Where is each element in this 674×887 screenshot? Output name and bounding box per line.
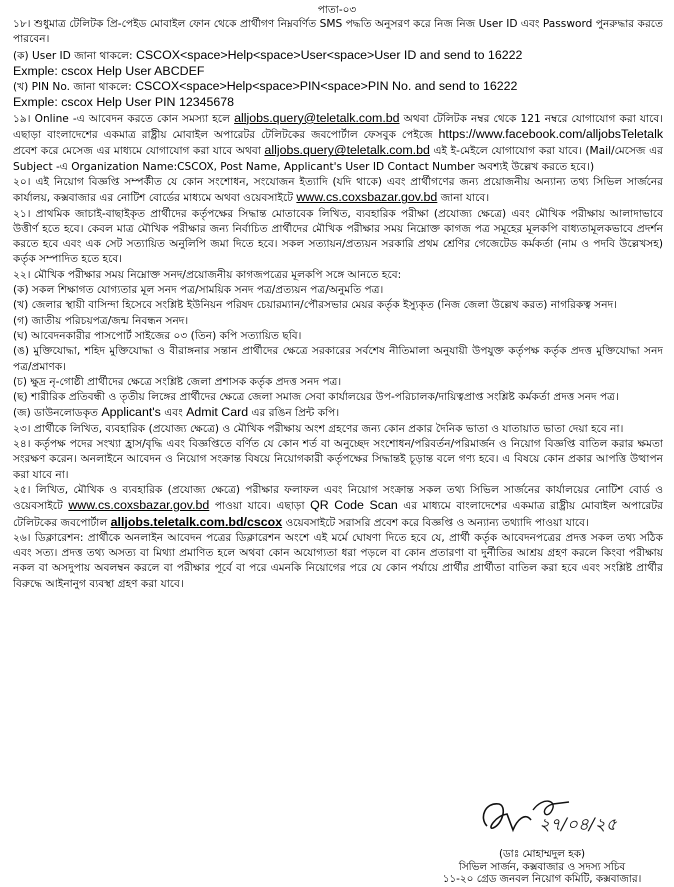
para-25-text-d: ওয়েবসাইটে সরাসরি প্রবেশ করে বিজ্ঞপ্তি ও অন্যান্য তথ্যাদি পাওয়া যাবে।	[285, 516, 589, 529]
para-22-item: (ক) সকল শিক্ষাগত যোগ্যতার মূল সনদ পত্র/সাময়িক সনদ পত্র/প্রত্যয়ন পত্র/অনুমতি পত্র।	[13, 284, 384, 297]
query-email-link-2[interactable]: alljobs.query@teletalk.com.bd	[264, 143, 430, 158]
para-18-userid-label: (ক) User ID জানা থাকলে:	[13, 49, 133, 62]
para-25-text-b: পাওয়া যাবে। এছাড়া	[214, 500, 305, 513]
item-ja-text-c: এবং	[164, 407, 183, 420]
cs-website-link-2[interactable]: www.cs.coxsbazar.gov.bd	[68, 498, 210, 513]
signatory-name: (ডাঃ মোহাম্মদুল হক)	[498, 848, 586, 860]
signatory-designation: সিভিল সার্জন, কক্সবাজার ও সদস্য সচিব	[458, 860, 626, 873]
para-22-item: (ঘ) আবেদনকারীর পাসপোর্ট সাইজের ০৩ (তিন) কপি সত্যায়িত ছবি।	[13, 329, 302, 342]
cs-website-link[interactable]: www.cs.coxsbazar.gov.bd	[296, 190, 438, 205]
para-18-userid-line	[13, 48, 663, 64]
para-18-intro: ১৮। শুধুমাত্র টেলিটক প্রি-পেইড মোবাইল ফোন থেকে প্রার্থীগণ নিম্নবর্ণিত SMS পদ্ধতি অনুসরণ করে নিজ নিজ User ID এবং Password পুনরুদ্ধার করতে পারবেন।	[13, 18, 663, 46]
handwritten-signature	[473, 790, 663, 844]
para-19	[13, 111, 663, 175]
sms-command-userid: CSCOX<space>Help<space>User<space>User ID and send to 16222	[135, 47, 523, 62]
para-22-intro: ২২। মৌখিক পরীক্ষার সময় নিম্নোক্ত সনদ/প্রয়োজনীয় কাগজপত্রের মূলকপি সঙ্গে আনতে হবে:	[13, 268, 402, 281]
item-ja-text-a: (জ) ডাউনলোডকৃত	[13, 407, 98, 420]
signatory-committee: ১১-২০ গ্রেড জনবল নিয়োগ কমিটি, কক্সবাজার।	[442, 873, 642, 886]
para-22-item: (গ) জাতীয় পরিচয়পত্র/জন্ম নিবন্ধন সনদ।	[13, 314, 189, 327]
signature-block	[422, 848, 662, 886]
page-number: পাতা-০৩	[317, 4, 357, 16]
sms-example-userid: Exmple: cscox Help User ABCDEF	[13, 63, 205, 78]
query-email-link[interactable]: alljobs.query@teletalk.com.bd	[234, 110, 400, 125]
para-24: ২৪। কর্তৃপক্ষ পদের সংখ্যা হ্রাস/বৃদ্ধি এবং বিজ্ঞপ্তিতে বর্ণিত যে কোন শর্ত বা অনুচ্ছেদ সংশোধন/পরিবর্তন/পরিমার্জন ও নিয়োগ বিজ্ঞপ্তি বাতিল করার ক্ষমতা সংরক্ষণ করেন। অনলাইনে আবেদন ও নিয়োগ সংক্রান্ত বিষয়ে নিয়োগকারী কর্তৃপক্ষের সিদ্ধান্তই চূড়ান্ত বলে গণ্য হবে। এ বিষয়ে কোন প্রকার আপত্তি উত্থাপন করা যাবে না।	[13, 438, 663, 481]
para-20-text-a: ২০। এই নিয়োগ বিজ্ঞপ্তি সম্পর্কীত যে কোন সংশোধন, সংযোজন ইত্যাদি (যদি থাকে) এবং প্রার্থীগণের জন্য প্রয়োজনীয় অন্যান্য তথ্য সিভিল সার্জনের কার্যালয়, কক্সবাজার এর নোটিশ বোর্ডের মাধ্যমে অথবা ওয়েবসাইটে	[13, 175, 663, 205]
item-ja-admit-card: Admit Card	[186, 405, 249, 420]
para-18-pin-line	[13, 79, 663, 95]
para-22-item: (ছ) শারীরিক প্রতিবন্ধী ও তৃতীয় লিঙ্গের প্রার্থীদের ক্ষেত্রে জেলা সমাজ সেবা কার্যালয়ের উপ-পরিচালক/দায়িত্বপ্রাপ্ত সংশ্লিষ্ট কর্মকর্তা প্রদত্ত সনদ পত্র।	[13, 391, 619, 404]
sms-example-pin: Exmple: cscox Help User PIN 12345678	[13, 95, 235, 110]
signature-date: ২৭/০৪/২৫	[539, 815, 617, 835]
para-19-text-b: অথবা টেলিটক নম্বর থেকে 121 নম্বরে যোগাযোগ করা যাবে। এছাড়া বাংলাদেশের একমাত্র রাষ্ট্রীয় মোবাইল অপারেটর টেলিটকের জবপোর্টাল ফেসবুক পেইজে	[13, 112, 664, 142]
para-25-text-c: এর মাধ্যমে বাংলাদেশের একমাত্র রাষ্ট্রীয় মোবাইল অপারেটর টেলিটকের জবপোর্টাল	[13, 500, 663, 529]
para-22-item: (ঙ) মুক্তিযোদ্ধা, শহিদ মুক্তিযোদ্ধা ও বীরাঙ্গনার সন্তান প্রার্থীদের ক্ষেত্রে সরকারের সর্বশেষ নীতিমালা অনুযায়ী উপযুক্ত কর্তৃপক্ষ কর্তৃক প্রদত্ত মুক্তিযোদ্ধা সনদ পত্র/প্রমাণক।	[13, 345, 663, 373]
item-ja-applicant: Applicant's	[101, 405, 161, 420]
para-21: ২১। প্রাথমিক জাচাই-বাছাইকৃত প্রার্থীদের কর্তৃপক্ষের সিদ্ধান্ত মোতাবেক লিখিত, ব্যবহারিক পরীক্ষা (প্রযোজ্য ক্ষেত্রে) এবং মৌখিক পরীক্ষায় আলাদাভাবে উত্তীর্ণ হতে হবে। কেবল মাত্র মৌখিক পরীক্ষার জন্য নির্বাচিত প্রার্থীদের মৌখিক পরীক্ষার সময় নিম্নোক্ত কাগজ পত্র সমূহের মূলকপি বাধ্যতামূলকভাবে প্রদর্শন করতে হবে এবং এক সেট সত্যায়িত অনুলিপি জমা দিতে হবে। সকল সত্যায়ন/প্রত্যয়ন সরকারি প্রথম শ্রেণির গেজেটেড কর্মকর্তা (নাম ও পদবি উল্লেখসহ) কর্তৃক সম্পাদিত হতে হবে।	[13, 207, 663, 266]
para-25-text-a: ২৫। লিখিত, মৌখিক ও ব্যবহারিক (প্রযোজ্য ক্ষেত্রে) পরীক্ষার ফলাফল এবং নিয়োগ সংক্রান্ত সকল তথ্য সিভিল সার্জনের কার্যালয়ের নোটিশ বোর্ড ও ওয়েবসাইটে	[13, 483, 663, 513]
para-26: ২৬। ডিক্লারেশন: প্রার্থীকে অনলাইন আবেদন পত্রের ডিক্লারেশন অংশে এই মর্মে ঘোষণা দিতে হবে যে, প্রার্থী কর্তৃক আবেদনপত্রের প্রদত্ত সকল তথ্য সঠিক এবং সত্য। প্রদত্ত তথ্য অসত্য বা মিথ্যা প্রমাণিত হলে অথবা কোন অযোগ্যতা ধরা পড়লে বা কোন প্রতারণা বা দুর্নীতির আশ্রয় গ্রহণ করলে কিংবা পরীক্ষায় নকল বা অসদুপায় অবলম্বন করলে বা পরীক্ষার পূর্বে বা পরে এমনকি নিয়োগের পরে যে কোন পর্যায়ে প্রার্থীর প্রার্থীতা বাতিল করা হবে এবং সংশ্লিষ্ট প্রার্থীর বিরুদ্ধে আইনানুগ ব্যবস্থা গ্রহণ করা যাবে।	[13, 531, 664, 590]
para-20-text-b: জানা যাবে।	[440, 192, 490, 205]
para-19-text-d: এই ই-মেইলে যোগাযোগ করা যাবে। (Mail/মেসেজ এর Subject -এ Organization Name:CSCOX, Post Name, Applicant's User ID Contact Number অবশ্যই উল্লেখ করতে হবে।)	[13, 145, 663, 173]
document-body	[13, 17, 663, 592]
para-25	[13, 483, 663, 531]
teletalk-portal-link[interactable]: alljobs.teletalk.com.bd/cscox	[110, 514, 283, 529]
facebook-link[interactable]: https://www.facebook.com/alljobsTeletalk	[438, 127, 664, 142]
para-22-item: (খ) জেলার স্থায়ী বাসিন্দা হিসেবে সংশ্লিষ্ট ইউনিয়ন পরিষদ চেয়ারম্যান/পৌরসভার মেয়র কর্তৃক ইস্যুকৃত (নিজ জেলা উল্লেখ করত) নাগরিকত্ব সনদ।	[13, 299, 617, 312]
sms-command-pin: CSCOX<space>Help<space>PIN<space>PIN No. and send to 16222	[135, 79, 518, 94]
para-19-text-a: ১৯। Online -এ আবেদন করতে কোন সমস্যা হলে	[13, 112, 230, 125]
para-19-text-c: প্রবেশ করে মেসেজ এর মাধ্যমে যোগাযোগ করা যাবে অথবা	[13, 145, 261, 158]
para-22-item: (চ) ক্ষুদ্র নৃ-গোষ্ঠী প্রার্থীদের ক্ষেত্রে সংশ্লিষ্ট জেলা প্রশাসক কর্তৃক প্রদত্ত সনদ পত্র।	[13, 375, 342, 388]
para-23: ২৩। প্রার্থীকে লিখিত, ব্যবহারিক (প্রযোজ্য ক্ষেত্রে) ও মৌখিক পরীক্ষায় অংশ গ্রহণের জন্য কোন প্রকার দৈনিক ভাতা ও যাতায়াত ভাতা দেয়া হবে না।	[13, 422, 624, 435]
para-20	[13, 175, 663, 207]
para-18-pin-label: (খ) PIN No. জানা থাকলে:	[13, 81, 132, 94]
qr-code-text: QR Code Scan	[310, 498, 398, 513]
item-ja-text-e: এর রঙিন প্রিন্ট কপি।	[251, 407, 340, 420]
para-22-item-ja	[13, 405, 663, 421]
